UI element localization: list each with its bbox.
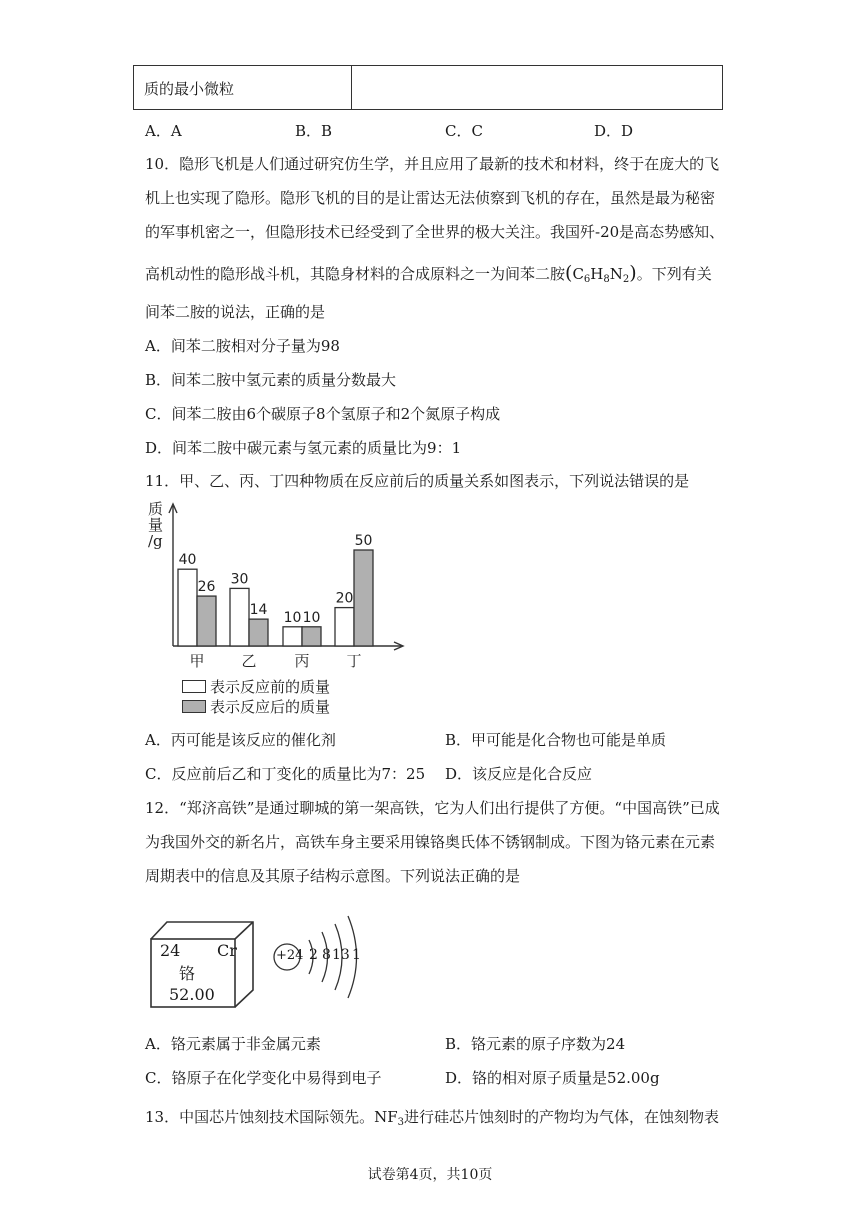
q10-line-2: 机上也实现了隐形。隐形飞机的目的是让雷达无法侦察到飞机的存在，虽然是最为秘密 [145,189,716,207]
q12-option-b[interactable]: B．铬元素的原子序数为24 [445,1035,626,1053]
element-name: 铬 [179,964,196,983]
q9-option-a[interactable]: A．A [145,122,182,140]
element-number: 24 [160,941,181,960]
table-cell-left [134,66,352,109]
q10-line-4: 高机动性的隐形战斗机，其隐身材料的合成原料之一为间苯二胺$(C_6H_8N_2)$。下列有关 [145,262,712,285]
q10-line-1: 10．隐形飞机是人们通过研究仿生学，并且应用了最新的技术和材料，终于在庞大的飞 [145,155,720,173]
answer-table-row [133,65,723,110]
q10-option-d[interactable]: D．间苯二胺中碳元素与氢元素的质量比为9：1 [145,439,462,457]
atom-shell-2: 8 [322,947,331,963]
legend-before-label: 表示反应前的质量 [210,678,331,696]
bar-甲-0 [178,569,197,646]
q11-stem: 11．甲、乙、丙、丁四种物质在反应前后的质量关系如图表示，下列说法错误的是 [145,472,690,490]
data-label-乙-0: 30 [230,571,249,588]
q12-option-a[interactable]: A．铬元素属于非金属元素 [145,1035,321,1053]
q10-formula: $C_6H_8N_2$ [572,265,630,285]
q13-line-1 [145,1106,719,1128]
q10-option-b[interactable]: B．间苯二胺中氢元素的质量分数最大 [145,371,397,389]
element-symbol: Cr [217,941,237,960]
q10-option-a[interactable]: A．间苯二胺相对分子量为98 [145,337,340,355]
tick-label-乙: 乙 [241,652,257,670]
data-label-丙-0: 10 [283,609,302,626]
y-axis-label-2: /g [148,532,163,550]
q10-line-4-tail: 。下列有关 [636,265,712,283]
bar-乙-0 [230,588,249,646]
legend-after [182,696,330,717]
bar-丙-1 [302,627,321,646]
q13-suffix: 进行硅芯片蚀刻时的产物均为气体，在蚀刻物表 [404,1108,720,1126]
legend-after-label: 表示反应后的质量 [210,698,331,716]
page-footer: 试卷第4页，共10页 [367,1167,493,1183]
q10-line-3: 的军事机密之一，但隐形技术已经受到了全世界的极大关注。我国歼-20是高态势感知、 [145,223,725,241]
q9-option-c[interactable]: C．C [445,122,483,140]
q11-option-a[interactable]: A．丙可能是该反应的催化剂 [145,731,336,749]
data-label-丙-1: 10 [302,609,321,626]
q9-option-d[interactable]: D．D [594,122,634,140]
legend-before-swatch [182,680,206,693]
q12-line-1: 12．“郑济高铁”是通过聊城的第一架高铁，它为人们出行提供了方便。“中国高铁”已成 [145,799,720,817]
q13-formula: $NF_3$ [374,1108,405,1128]
legend-before [182,676,330,697]
q12-option-d[interactable]: D．铬的相对原子质量是52.00g [445,1069,660,1087]
q11-option-b[interactable]: B．甲可能是化合物也可能是单质 [445,731,667,749]
tick-label-丙: 丙 [294,652,310,670]
q11-option-c[interactable]: C．反应前后乙和丁变化的质量比为7：25 [145,765,426,783]
bar-丁-0 [335,608,354,646]
q12-line-2: 为我国外交的新名片，高铁车身主要采用镍铬奥氏体不锈钢制成。下图为铬元素在元素 [145,833,716,851]
q13-prefix: 13．中国芯片蚀刻技术国际领先。 [145,1108,375,1126]
bar-乙-1 [249,619,268,646]
q12-line-3: 周期表中的信息及其原子结构示意图。下列说法正确的是 [145,867,521,885]
q10-line-5: 间苯二胺的说法，正确的是 [145,303,326,321]
atom-nucleus: +24 [276,948,304,963]
q12-option-c[interactable]: C．铬原子在化学变化中易得到电子 [145,1069,382,1087]
data-label-甲-0: 40 [178,552,197,569]
bar-丙-0 [283,627,302,646]
legend-after-swatch [182,700,206,713]
atom-shell-4: 1 [352,947,361,963]
bar-丁-1 [354,550,373,646]
atom-shell-1: 2 [309,947,318,963]
y-axis-label-1: 量 [148,516,164,534]
q10-line-4-text: 高机动性的隐形战斗机，其隐身材料的合成原料之一为间苯二胺 [145,265,566,283]
element-mass: 52.00 [169,985,215,1004]
q10-option-c[interactable]: C．间苯二胺由6个碳原子8个氢原子和2个氮原子构成 [145,405,501,423]
data-label-乙-1: 14 [249,602,268,619]
q9-option-b[interactable]: B．B [295,122,333,140]
tick-label-丁: 丁 [346,652,362,670]
bar-甲-1 [197,596,216,646]
atom-shell-3: 13 [332,947,350,963]
data-label-丁-0: 20 [335,590,354,607]
data-label-丁-1: 50 [354,533,373,549]
table-cell-left-text: 质的最小微粒 [144,80,235,98]
tick-label-甲: 甲 [189,652,205,670]
q11-option-d[interactable]: D．该反应是化合反应 [445,765,593,783]
data-label-甲-1: 26 [197,579,216,596]
y-axis-label-0: 质 [148,500,164,518]
